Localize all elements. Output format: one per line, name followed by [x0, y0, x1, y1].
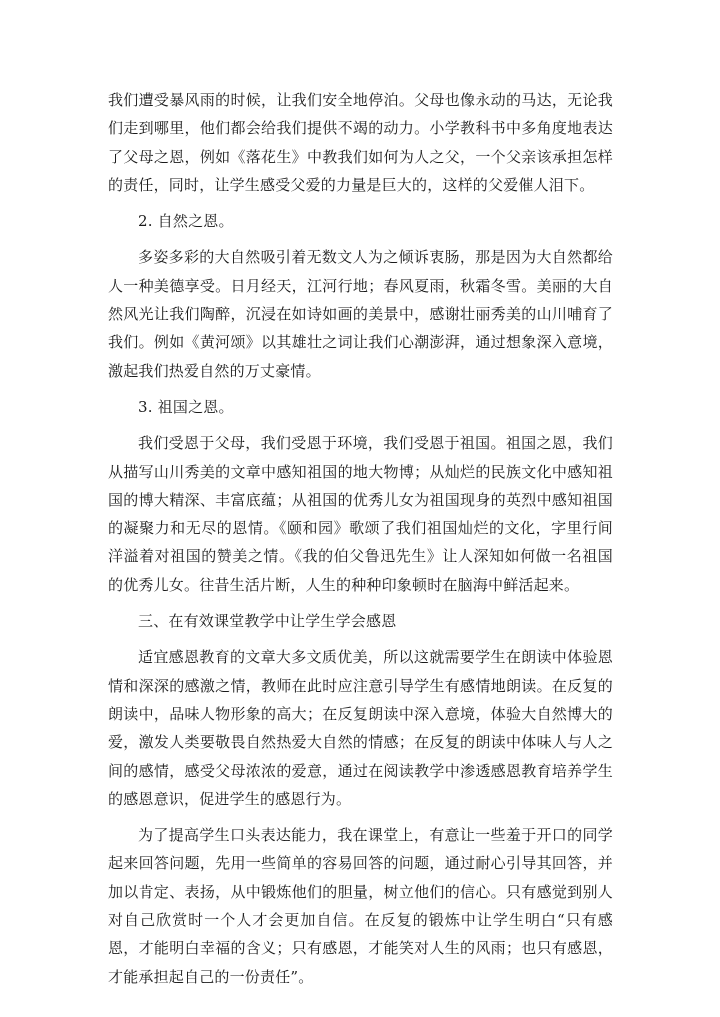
paragraph-speaking-gratitude: 为了提高学生口头表达能力，我在课堂上，有意让一些羞于开口的同学起来回答问题，先用一些简单的容易回答的问题，通过耐心引导其回答，并加以肯定、表扬，从中锻炼他们的胆量，树立他们的信心。只有感觉到别人对自己欣赏时一个人才会更加自信。在反复的锻炼中让学生明白“只有感恩，才能明白幸福的含义；只有感恩，才能笑对人生的风雨；也只有感恩，才能承担起自己的一份责任”。: [108, 826, 613, 986]
document-body: [108, 86, 613, 999]
paragraph-country-grace: 我们受恩于父母，我们受恩于环境，我们受恩于祖国。祖国之恩，我们从描写山川秀美的文章中感知祖国的地大物博；从灿烂的民族文化中感知祖国的博大精深、丰富底蕴；从祖国的优秀儿女为祖国现身的英烈中感知祖国的凝聚力和无尽的恩情。《颐和园》歌颂了我们祖国灿烂的文化，字里行间洋溢着对祖国的赞美之情。《我的伯父鲁迅先生》让人深知如何做一名祖国的优秀儿女。往昔生活片断，人生的种种印象顿时在脑海中鲜活起来。: [108, 434, 613, 594]
heading-country-grace: 3. 祖国之恩。: [138, 397, 234, 416]
paragraph-nature-grace: 多姿多彩的大自然吸引着无数文人为之倾诉衷肠，那是因为大自然都给人一种美德享受。日月经天，江河行地；春风夏雨，秋霜冬雪。美丽的大自然风光让我们陶醉，沉浸在如诗如画的美景中，感谢壮丽秀美的山川哺育了我们。例如《黄河颂》以其雄壮之词让我们心潮澎湃，通过想象深入意境，激起我们热爱自然的万丈豪情。: [108, 248, 613, 380]
section-heading-classroom-gratitude: 三、在有效课堂教学中让学生学会感恩: [138, 612, 397, 631]
paragraph-parents-grace: 我们遭受暴风雨的时候，让我们安全地停泊。父母也像永动的马达，无论我们走到哪里，他们都会给我们提供不竭的动力。小学教科书中多角度地表达了父母之恩，例如《落花生》中教我们如何为人之父，一个父亲该承担怎样的责任，同时，让学生感受父爱的力量是巨大的，这样的父爱催人泪下。: [108, 91, 613, 194]
paragraph-reading-gratitude: 适宜感恩教育的文章大多文质优美，所以这就需要学生在朗读中体验恩情和深深的感激之情，教师在此时应注意引导学生有感情地朗读。在反复的朗读中，品味人物形象的高大；在反复朗读中深入意境，体验大自然博大的爱，激发人类要敬畏自然热爱大自然的情感；在反复的朗读中体味人与人之间的感情，感受父母浓浓的爱意，通过在阅读教学中渗透感恩教育培养学生的感恩意识，促进学生的感恩行为。: [108, 648, 613, 808]
heading-nature-grace: 2. 自然之恩。: [138, 212, 234, 231]
